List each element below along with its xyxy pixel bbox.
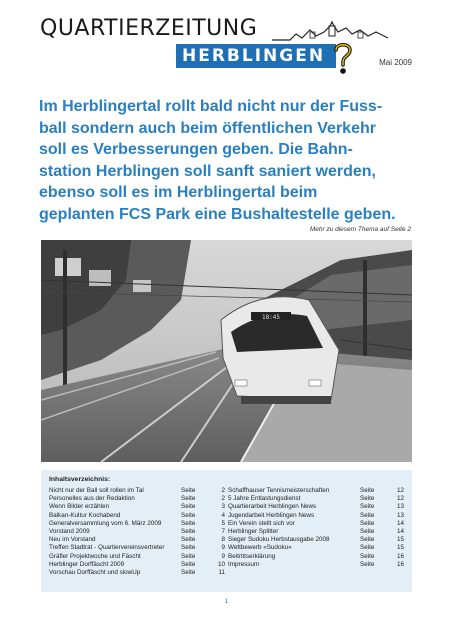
issue-date: Mai 2009 — [379, 58, 412, 67]
continued-note: Mehr zu diesem Thema auf Seite 2 — [309, 226, 411, 233]
train-station-illustration — [41, 240, 412, 462]
toc-entry-title: Quartierarbeit Herblingen News — [228, 503, 317, 511]
toc-entry-title: Impressum — [228, 560, 260, 568]
toc-entry-title: Treffen Stadtrat - Quartiervereinsvertreter — [49, 544, 165, 552]
toc-entry — [228, 503, 404, 511]
toc-entry-page-label: Seite — [360, 495, 375, 503]
train-photo — [41, 240, 412, 462]
toc-entry-title: Personelles aus der Redaktion — [49, 495, 135, 503]
toc-entry-page-number: 13 — [396, 511, 404, 519]
toc-entry — [228, 520, 404, 528]
toc-entry-page-label: Seite — [181, 519, 196, 527]
toc-entry-page-label: Seite — [360, 544, 375, 552]
toc-entry-title: Balkan-Kultur Kochabend — [49, 511, 121, 519]
toc-entry-title: Nicht nur der Ball soll rollen im Tal — [49, 487, 144, 494]
table-of-contents — [41, 470, 412, 592]
question-mark-logo-icon — [330, 40, 356, 76]
masthead-subtitle: HERBLINGEN — [176, 44, 336, 68]
toc-entry — [49, 553, 225, 561]
toc-entry — [228, 536, 404, 544]
toc-entry-title: Herblinger Splitter — [228, 527, 279, 535]
toc-entry-title: 5 Jahre Entlastungsdienst — [228, 495, 301, 503]
toc-entry-title: Neu im Vorstand — [49, 536, 96, 544]
toc-entry-title: Vorschau Dorffäscht und slowUp — [49, 568, 141, 576]
toc-entry-page-number: 15 — [396, 536, 404, 544]
headline-line: ebenso soll es im Herblingertal beim — [39, 184, 318, 201]
toc-entry-page-number: 12 — [396, 487, 404, 494]
toc-entry — [49, 520, 225, 528]
toc-entry-title: Beitrittserklärung — [228, 552, 276, 560]
toc-entry-title: Sieger Sudoku Herbstausgabe 2008 — [228, 536, 330, 544]
toc-entry-page-label: Seite — [360, 552, 375, 560]
lead-headline — [39, 96, 419, 225]
toc-entry-title: Wettbewerb «Sudoku» — [228, 544, 292, 552]
toc-entry-page-label: Seite — [181, 487, 196, 494]
toc-entry-page-number: 2 — [221, 487, 225, 494]
toc-entry-title: Wenn Bilder erzählen — [49, 503, 110, 511]
toc-entry-page-number: 9 — [221, 544, 225, 552]
masthead-title: QUARTIERZEITUNG — [40, 16, 258, 41]
toc-entry-page-number: 4 — [221, 511, 225, 519]
toc-entry — [228, 495, 404, 503]
toc-entry-title: Ein Verein stellt sich vor — [228, 519, 295, 527]
toc-entry-page-label: Seite — [360, 527, 375, 535]
toc-entry-page-label: Seite — [181, 560, 196, 568]
toc-entry-page-label: Seite — [181, 503, 196, 511]
page-number: 1 — [224, 598, 229, 605]
toc-entry-page-number: 10 — [217, 560, 225, 568]
toc-entry — [49, 544, 225, 552]
headline-line: station Herblingen soll sanft saniert werden, — [39, 162, 376, 180]
toc-entry — [49, 569, 225, 577]
headline-line: Im Herblingertal rollt bald nicht nur der Fuss- — [39, 98, 383, 115]
toc-entry — [49, 495, 225, 503]
toc-entry-page-label: Seite — [181, 495, 196, 503]
toc-entry-page-number: 2 — [221, 495, 225, 503]
toc-entry — [49, 487, 225, 495]
toc-right-column — [228, 487, 404, 577]
toc-entry-page-number: 14 — [396, 519, 404, 527]
toc-entry-page-number: 5 — [221, 519, 225, 527]
toc-entry-page-number: 12 — [396, 495, 404, 503]
toc-entry — [228, 553, 404, 561]
toc-entry-page-label: Seite — [181, 544, 196, 552]
toc-entry-page-number: 11 — [218, 568, 225, 576]
train-display-text: 18:45 — [261, 314, 281, 321]
toc-entry-page-number: 9 — [221, 552, 225, 560]
toc-entry — [49, 503, 225, 511]
masthead — [40, 16, 410, 76]
toc-entry — [228, 512, 404, 520]
toc-entry-page-label: Seite — [181, 511, 196, 519]
toc-entry-page-number: 7 — [221, 527, 225, 535]
toc-entry — [228, 544, 404, 552]
toc-entry-page-label: Seite — [360, 487, 375, 494]
toc-entry — [228, 561, 404, 569]
toc-entry-title: Generalversammlung vom 6. März 2009 — [49, 519, 162, 527]
toc-entry-title: Jugendarbeit Herblingen News — [228, 511, 315, 519]
toc-entry-page-label: Seite — [360, 536, 375, 544]
toc-entry-page-label: Seite — [181, 568, 196, 576]
toc-entry-page-label: Seite — [360, 503, 375, 511]
toc-entry-page-number: 3 — [221, 503, 225, 511]
toc-entry-page-number: 14 — [396, 527, 404, 535]
toc-title: Inhaltsverzeichnis: — [49, 476, 111, 483]
toc-entry-page-label: Seite — [181, 536, 196, 544]
toc-entry-page-label: Seite — [360, 519, 375, 527]
headline-line: geplanten FCS Park eine Bushaltestelle geben. — [39, 205, 396, 223]
toc-entry-title: Gräfler Projektwoche und Fäscht — [49, 552, 141, 560]
toc-left-column — [49, 487, 225, 577]
toc-entry-page-number: 8 — [221, 536, 225, 544]
toc-entry-page-number: 16 — [396, 560, 404, 568]
toc-entry — [228, 528, 404, 536]
headline-line: ball sondern auch beim öffentlichen Verkehr — [39, 119, 376, 137]
toc-entry-page-label: Seite — [181, 527, 196, 535]
toc-entry-title: Schaffhauser Tennismeisterschaften — [228, 487, 330, 494]
toc-entry-title: Vorstand 2009 — [49, 527, 90, 535]
toc-entry-page-number: 15 — [396, 544, 404, 552]
toc-entry — [228, 487, 404, 495]
toc-entry-title: Herblinger Dorffäscht 2009 — [49, 560, 125, 568]
headline-line: soll es Verbesserungen geben. Die Bahn- — [39, 141, 353, 158]
toc-entry-page-label: Seite — [360, 511, 375, 519]
toc-entry-page-number: 13 — [396, 503, 404, 511]
toc-entry-page-number: 16 — [396, 552, 404, 560]
toc-entry-page-label: Seite — [360, 560, 375, 568]
toc-entry-page-label: Seite — [181, 552, 196, 560]
toc-entry — [49, 561, 225, 569]
toc-entry — [49, 512, 225, 520]
toc-entry — [49, 536, 225, 544]
toc-entry — [49, 528, 225, 536]
